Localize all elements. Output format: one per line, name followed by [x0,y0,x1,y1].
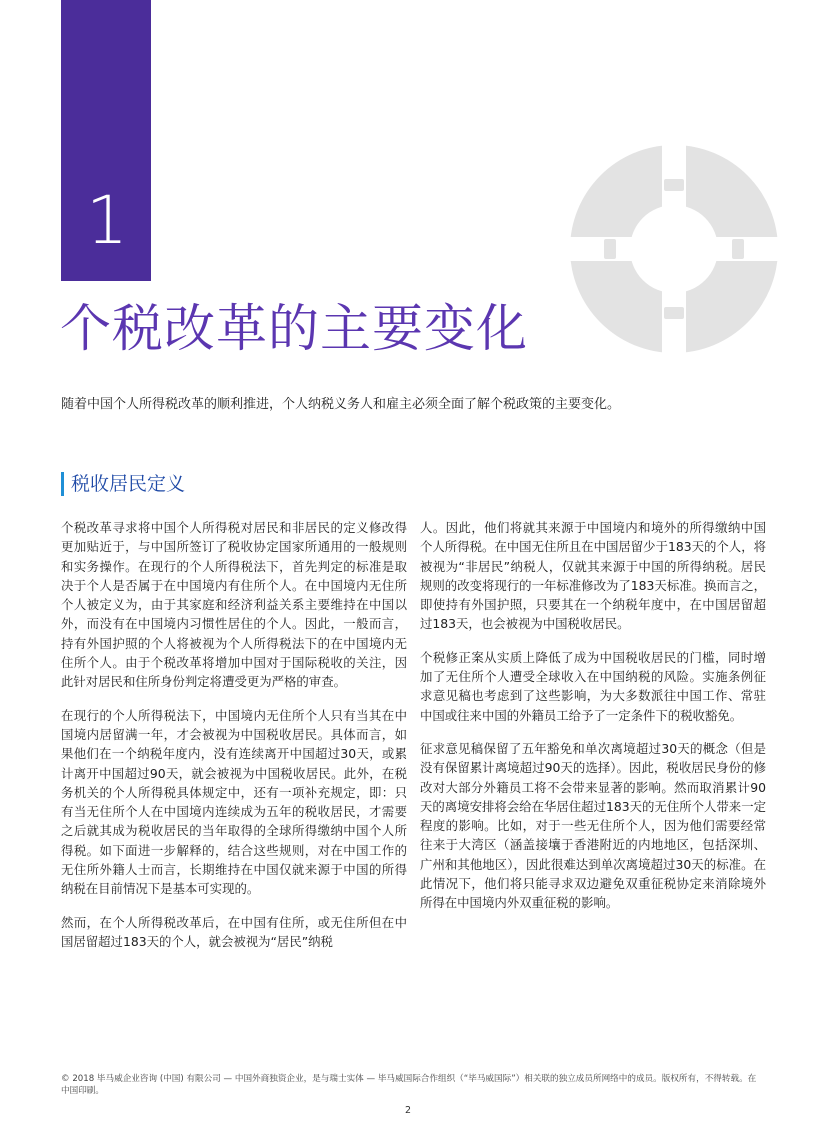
footer-copyright: © 2018 毕马威企业咨询 (中国) 有限公司 — 中国外商独资企业，是与瑞士实体 — 毕马威国际合作组织（“毕马威国际”）相关联的独立成员所网络中的成员。版权所有，不得转载。在中国印刷。 [61,1074,757,1096]
section-accent-bar [61,472,64,496]
section-heading: 税收居民定义 [71,473,186,495]
paragraph: 征求意见稿保留了五年豁免和单次离境超过30天的概念（但是没有保留累计离境超过90天的选择）。因此，税收居民身份的修改对大部分外籍员工将不会带来显著的影响。然而取消累计90天的离境安排将会给在华居住超过183天的无住所个人带来一定程度的影响。比如，对于一些无住所个人，因为他们需要经常往来于大湾区（涵盖接壤于香港附近的内地地区，包括深圳、广州和其他地区），因此很难达到单次离境超过30天的标准。在此情况下，他们将只能寻求双边避免双重征税协定来消除境外所得在中国境内外双重征税的影响。 [420,740,766,911]
page-title: 个税改革的主要变化 [60,300,529,359]
page-number: 2 [404,1105,412,1116]
paragraph: 人。因此，他们将就其来源于中国境内和境外的所得缴纳中国个人所得税。在中国无住所且在中国居留少于183天的个人，将被视为“非居民”纳税人，仅就其来源于中国的所得纳税。居民规则的改变将现行的一年标准修改为了183天标准。换而言之，即使持有外国护照，只要其在一个纳税年度中，在中国居留超过183天，也会被视为中国税收居民。 [420,520,766,632]
chapter-number: 1 [86,182,128,259]
paragraph: 个税改革寻求将中国个人所得税对居民和非居民的定义修改得更加贴近于，与中国所签订了税收协定国家所通用的一般规则和实务操作。在现行的个人所得税法下，首先判定的标准是取决于个人是否属于在中国境内有住所个人。在中国境内无住所个人被定义为，由于其家庭和经济利益关系主要维持在中国以外，而没有在中国境内习惯性居住的个人。因此，一般而言，持有外国护照的个人将被视为个人所得税法下的在中国境内无住所个人。由于个税改革将增加中国对于国际税收的关注，因此针对居民和住所身份判定将遭受更为严格的审查。 [61,520,407,690]
intro-text: 随着中国个人所得税改革的顺利推进，个人纳税义务人和雇主必须全面了解个税政策的主要变化。 [61,397,621,412]
paragraph: 在现行的个人所得税法下，中国境内无住所个人只有当其在中国境内居留满一年，才会被视为中国税收居民。具体而言，如果他们在一个纳税年度内，没有连续离开中国超过30天，或累计离开中国超过90天，就会被视为中国税收居民。此外，在税务机关的个人所得税具体规定中，还有一项补充规定，即：只有当无住所个人在中国境内连续成为五年的税收居民，才需要之后就其成为税收居民的当年取得的全球所得缴纳中国个人所得税。如下面进一步解释的，结合这些规则，对在中国工作的无住所外籍人士而言，长期维持在中国仅就来源于中国的所得纳税在目前情况下是基本可实现的。 [61,707,407,897]
left-column [61,518,407,965]
paragraph: 然而，在个人所得税改革后，在中国有住所，或无住所但在中国居留超过183天的个人，就会被视为“居民”纳税 [61,914,407,949]
paragraph: 个税修正案从实质上降低了成为中国税收居民的门槛，同时增加了无住所个人遭受全球收入在中国纳税的风险。实施条例征求意见稿也考虑到了这些影响，为大多数派往中国工作、常驻中国或往来中国的外籍员工给予了一定条件下的税收豁免。 [420,649,766,723]
right-column [420,518,766,927]
circular-cross-emblem-icon [568,143,780,355]
